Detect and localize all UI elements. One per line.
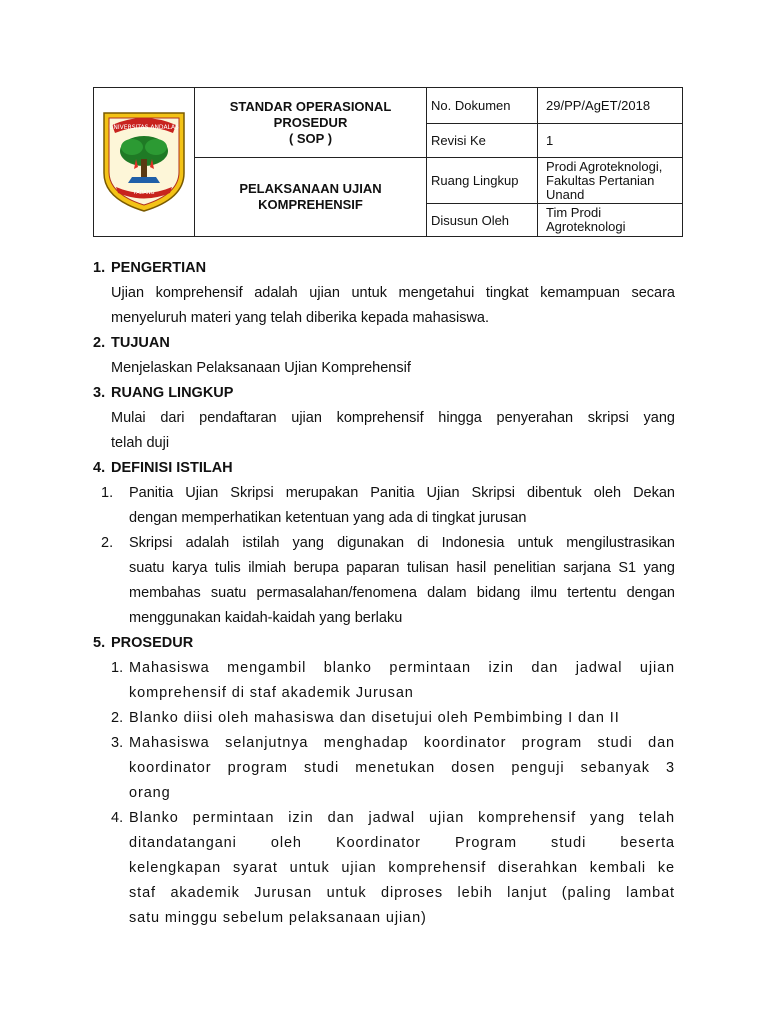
- section-heading-definisi: 4. DEFINISI ISTILAH: [93, 460, 233, 476]
- value-revisi: 1: [538, 124, 683, 158]
- list-item: 1. Mahasiswa mengambil blanko permintaan izin dan jadwal ujian komprehensif di staf akademik Jurusan: [111, 660, 675, 701]
- label-no-dokumen: No. Dokumen: [427, 88, 538, 124]
- list-item: 3. Mahasiswa selanjutnya menghadap koordinator program studi dan koordinator program studi menetukan dosen penguji sebanyak 3 orang: [111, 735, 675, 801]
- logo-cell: [94, 88, 195, 237]
- section-heading-tujuan: 2. TUJUAN: [93, 335, 170, 351]
- section-paragraph-tujuan: Menjelaskan Pelaksanaan Ujian Komprehensif: [111, 360, 411, 376]
- document-title: PELAKSANAAN UJIAN KOMPREHENSIF: [195, 158, 427, 237]
- document-body: [93, 256, 675, 931]
- university-logo: [98, 107, 190, 215]
- label-ruang-lingkup: Ruang Lingkup: [427, 158, 538, 204]
- section-heading-prosedur: 5. PROSEDUR: [93, 635, 194, 651]
- label-disusun-oleh: Disusun Oleh: [427, 204, 538, 237]
- value-disusun-oleh: Tim Prodi Agroteknologi: [538, 204, 683, 237]
- sop-title: STANDAR OPERASIONAL PROSEDUR ( SOP ): [195, 88, 427, 158]
- label-revisi: Revisi Ke: [427, 124, 538, 158]
- value-no-dokumen: 29/PP/AgET/2018: [538, 88, 683, 124]
- list-item: 2. Blanko diisi oleh mahasiswa dan disetujui oleh Pembimbing I dan II: [111, 710, 620, 726]
- sop-header-table: [93, 87, 683, 237]
- section-paragraph-ruang-lingkup: Mulai dari pendaftaran ujian komprehensif hingga penyerahan skripsi yang telah duji: [111, 410, 675, 451]
- section-heading-pengertian: 1. PENGERTIAN: [93, 260, 207, 276]
- list-item: 4. Blanko permintaan izin dan jadwal ujian komprehensif yang telah ditandatangani oleh Koordinator Program studi beserta kelengkapan syarat untuk ujian komprehensif diserahkan kembali ke staf akademik Jurusan untuk diproses lebih lanjut (paling lambat satu minggu sebelum pelaksanaan ujian): [111, 810, 675, 926]
- list-item: 2. Skripsi adalah istilah yang digunakan di Indonesia untuk mengilustrasikan suatu karya tulis ilmiah berupa paparan tulisan hasil penelitian sarjana S1 yang membahas suatu permasalahan/fenomena dalam bidang ilmu tertentu dengan menggunakan kaidah-kaidah yang berlaku: [101, 535, 675, 626]
- section-paragraph-pengertian: Ujian komprehensif adalah ujian untuk mengetahui tingkat kemampuan secara menyeluruh materi yang telah diberika kepada mahasiswa.: [111, 285, 675, 326]
- value-ruang-lingkup: Prodi Agroteknologi, Fakultas Pertanian Unand: [538, 158, 683, 204]
- logo-text-bottom: PADANG: [133, 189, 155, 196]
- section-heading-ruang-lingkup: 3. RUANG LINGKUP: [93, 385, 234, 401]
- list-item: 1. Panitia Ujian Skripsi merupakan Panitia Ujian Skripsi dibentuk oleh Dekan dengan memperhatikan ketentuan yang ada di tingkat jurusan: [101, 485, 675, 526]
- logo-text-top: UNIVERSITAS ANDALAS: [109, 123, 179, 131]
